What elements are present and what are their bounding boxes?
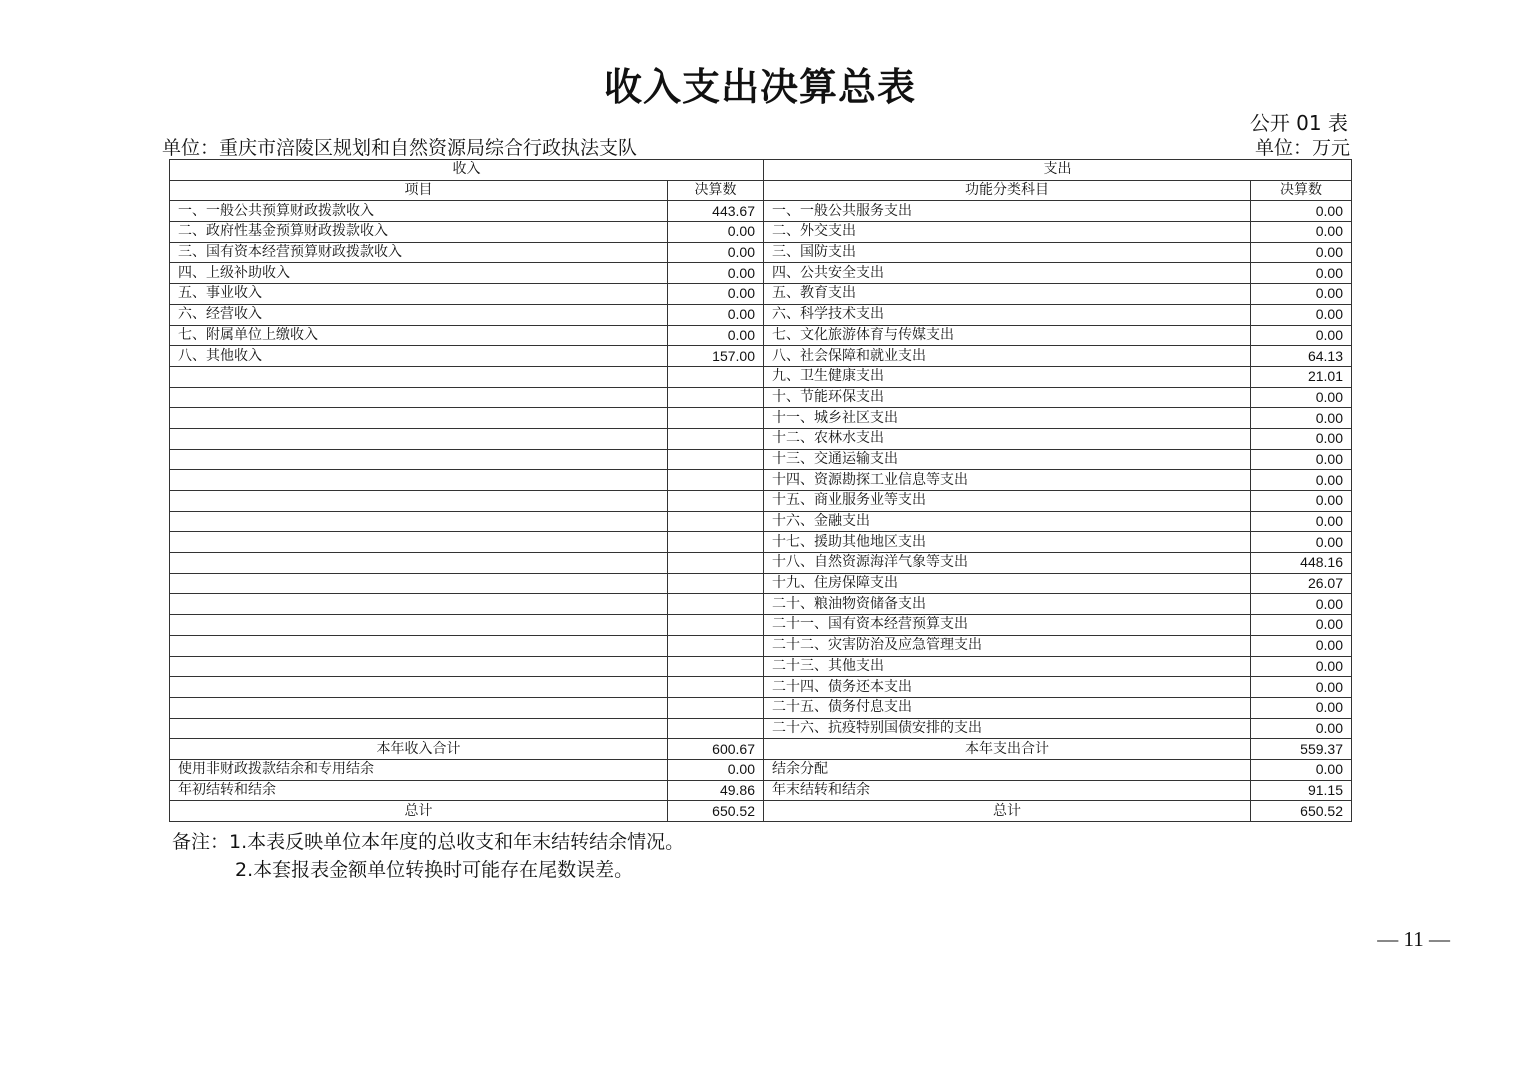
expense-item-value: 0.00 bbox=[1251, 470, 1352, 491]
table-row bbox=[170, 594, 1352, 615]
income-item-label: 三、国有资本经营预算财政拨款收入 bbox=[170, 242, 668, 263]
expense-item-value: 0.00 bbox=[1251, 532, 1352, 553]
income-item-value: 0.00 bbox=[668, 284, 764, 305]
empty-cell bbox=[668, 615, 764, 636]
header-income: 收入 bbox=[170, 160, 764, 181]
empty-cell bbox=[170, 656, 668, 677]
expense-item-label: 十八、自然资源海洋气象等支出 bbox=[764, 553, 1251, 574]
table-row bbox=[170, 615, 1352, 636]
carry-row bbox=[170, 780, 1352, 801]
income-item-value: 0.00 bbox=[668, 263, 764, 284]
income-item-label: 二、政府性基金预算财政拨款收入 bbox=[170, 222, 668, 243]
expense-item-value: 0.00 bbox=[1251, 325, 1352, 346]
expense-item-label: 二十三、其他支出 bbox=[764, 656, 1251, 677]
notes bbox=[172, 828, 684, 884]
expense-item-value: 0.00 bbox=[1251, 491, 1352, 512]
non-fiscal-label: 使用非财政拨款结余和专用结余 bbox=[170, 759, 668, 780]
empty-cell bbox=[170, 511, 668, 532]
empty-cell bbox=[170, 553, 668, 574]
expense-item-value: 0.00 bbox=[1251, 677, 1352, 698]
expense-item-label: 五、教育支出 bbox=[764, 284, 1251, 305]
table-row bbox=[170, 263, 1352, 284]
table-row bbox=[170, 553, 1352, 574]
empty-cell bbox=[170, 491, 668, 512]
empty-cell bbox=[668, 366, 764, 387]
expense-item-label: 十一、城乡社区支出 bbox=[764, 408, 1251, 429]
table-row bbox=[170, 222, 1352, 243]
income-total-value: 600.67 bbox=[668, 739, 764, 760]
expense-total-label: 本年支出合计 bbox=[764, 739, 1251, 760]
budget-table bbox=[169, 159, 1352, 822]
table-row bbox=[170, 511, 1352, 532]
income-item-value: 0.00 bbox=[668, 304, 764, 325]
empty-cell bbox=[170, 697, 668, 718]
table-row bbox=[170, 242, 1352, 263]
expense-item-label: 八、社会保障和就业支出 bbox=[764, 346, 1251, 367]
income-item-value: 0.00 bbox=[668, 222, 764, 243]
expense-item-label: 二十四、债务还本支出 bbox=[764, 677, 1251, 698]
empty-cell bbox=[170, 387, 668, 408]
empty-cell bbox=[668, 573, 764, 594]
income-total-label: 本年收入合计 bbox=[170, 739, 668, 760]
table-row bbox=[170, 635, 1352, 656]
empty-cell bbox=[170, 408, 668, 429]
expense-item-value: 0.00 bbox=[1251, 408, 1352, 429]
income-item-label: 一、一般公共预算财政拨款收入 bbox=[170, 201, 668, 222]
header-expense: 支出 bbox=[764, 160, 1352, 181]
empty-cell bbox=[668, 553, 764, 574]
income-item-label: 四、上级补助收入 bbox=[170, 263, 668, 284]
grand-total-label-left: 总计 bbox=[170, 801, 668, 822]
empty-cell bbox=[668, 511, 764, 532]
header-func-category: 功能分类科目 bbox=[764, 180, 1251, 201]
table-row bbox=[170, 697, 1352, 718]
expense-item-value: 0.00 bbox=[1251, 449, 1352, 470]
empty-cell bbox=[170, 449, 668, 470]
grand-total-label-right: 总计 bbox=[764, 801, 1251, 822]
empty-cell bbox=[668, 718, 764, 739]
empty-cell bbox=[668, 387, 764, 408]
empty-cell bbox=[170, 615, 668, 636]
empty-cell bbox=[668, 491, 764, 512]
table-row bbox=[170, 470, 1352, 491]
expense-item-value: 0.00 bbox=[1251, 263, 1352, 284]
table-row bbox=[170, 573, 1352, 594]
expense-item-label: 二十五、债务付息支出 bbox=[764, 697, 1251, 718]
table-row bbox=[170, 428, 1352, 449]
expense-item-value: 0.00 bbox=[1251, 284, 1352, 305]
expense-item-value: 0.00 bbox=[1251, 656, 1352, 677]
expense-item-label: 一、一般公共服务支出 bbox=[764, 201, 1251, 222]
income-item-label: 七、附属单位上缴收入 bbox=[170, 325, 668, 346]
expense-item-value: 0.00 bbox=[1251, 242, 1352, 263]
expense-item-value: 0.00 bbox=[1251, 697, 1352, 718]
income-item-value: 443.67 bbox=[668, 201, 764, 222]
grand-total-value-right: 650.52 bbox=[1251, 801, 1352, 822]
grand-total-value-left: 650.52 bbox=[668, 801, 764, 822]
expense-total-value: 559.37 bbox=[1251, 739, 1352, 760]
expense-item-label: 十三、交通运输支出 bbox=[764, 449, 1251, 470]
expense-item-value: 0.00 bbox=[1251, 304, 1352, 325]
empty-cell bbox=[170, 532, 668, 553]
table-row bbox=[170, 284, 1352, 305]
expense-item-value: 64.13 bbox=[1251, 346, 1352, 367]
expense-item-label: 二十一、国有资本经营预算支出 bbox=[764, 615, 1251, 636]
income-item-value: 0.00 bbox=[668, 242, 764, 263]
empty-cell bbox=[668, 594, 764, 615]
expense-item-value: 0.00 bbox=[1251, 615, 1352, 636]
non-fiscal-row bbox=[170, 759, 1352, 780]
table-row bbox=[170, 325, 1352, 346]
expense-item-label: 十、节能环保支出 bbox=[764, 387, 1251, 408]
expense-item-label: 二十二、灾害防治及应急管理支出 bbox=[764, 635, 1251, 656]
expense-item-value: 26.07 bbox=[1251, 573, 1352, 594]
header-amount-expense: 决算数 bbox=[1251, 180, 1352, 201]
table-row bbox=[170, 366, 1352, 387]
expense-item-label: 二十六、抗疫特别国债安排的支出 bbox=[764, 718, 1251, 739]
empty-cell bbox=[668, 449, 764, 470]
end-carry-label: 年末结转和结余 bbox=[764, 780, 1251, 801]
table-row bbox=[170, 387, 1352, 408]
empty-cell bbox=[170, 594, 668, 615]
table-row bbox=[170, 532, 1352, 553]
expense-item-value: 0.00 bbox=[1251, 594, 1352, 615]
empty-cell bbox=[668, 470, 764, 491]
empty-cell bbox=[170, 677, 668, 698]
empty-cell bbox=[668, 656, 764, 677]
expense-item-label: 十四、资源勘探工业信息等支出 bbox=[764, 470, 1251, 491]
expense-item-label: 十二、农林水支出 bbox=[764, 428, 1251, 449]
unit-currency: 单位：万元 bbox=[1254, 137, 1350, 159]
expense-item-label: 九、卫生健康支出 bbox=[764, 366, 1251, 387]
expense-item-label: 七、文化旅游体育与传媒支出 bbox=[764, 325, 1251, 346]
header-row-group bbox=[170, 160, 1352, 181]
note-line-1: 备注：1.本表反映单位本年度的总收支和年末结转结余情况。 bbox=[172, 831, 685, 853]
table-row bbox=[170, 718, 1352, 739]
income-item-label: 五、事业收入 bbox=[170, 284, 668, 305]
begin-carry-value: 49.86 bbox=[668, 780, 764, 801]
expense-item-value: 0.00 bbox=[1251, 635, 1352, 656]
income-item-value: 0.00 bbox=[668, 325, 764, 346]
table-row bbox=[170, 449, 1352, 470]
expense-item-value: 448.16 bbox=[1251, 553, 1352, 574]
non-fiscal-value: 0.00 bbox=[668, 759, 764, 780]
header-item: 项目 bbox=[170, 180, 668, 201]
expense-item-label: 二、外交支出 bbox=[764, 222, 1251, 243]
income-item-value: 157.00 bbox=[668, 346, 764, 367]
income-item-label: 八、其他收入 bbox=[170, 346, 668, 367]
end-carry-value: 91.15 bbox=[1251, 780, 1352, 801]
expense-item-value: 0.00 bbox=[1251, 222, 1352, 243]
expense-item-label: 十六、金融支出 bbox=[764, 511, 1251, 532]
expense-item-label: 四、公共安全支出 bbox=[764, 263, 1251, 284]
table-row bbox=[170, 677, 1352, 698]
header-row-columns bbox=[170, 180, 1352, 201]
page-number: — 11 — bbox=[1377, 927, 1450, 951]
empty-cell bbox=[668, 428, 764, 449]
expense-item-value: 0.00 bbox=[1251, 718, 1352, 739]
table-row bbox=[170, 491, 1352, 512]
grand-total-row bbox=[170, 801, 1352, 822]
empty-cell bbox=[170, 718, 668, 739]
empty-cell bbox=[170, 573, 668, 594]
table-row bbox=[170, 346, 1352, 367]
begin-carry-label: 年初结转和结余 bbox=[170, 780, 668, 801]
empty-cell bbox=[170, 366, 668, 387]
surplus-dist-label: 结余分配 bbox=[764, 759, 1251, 780]
table-row bbox=[170, 656, 1352, 677]
empty-cell bbox=[170, 428, 668, 449]
expense-item-value: 0.00 bbox=[1251, 201, 1352, 222]
table-row bbox=[170, 304, 1352, 325]
total-row bbox=[170, 739, 1352, 760]
page-title: 收入支出决算总表 bbox=[603, 64, 916, 109]
unit-organization: 单位：重庆市涪陵区规划和自然资源局综合行政执法支队 bbox=[162, 137, 638, 159]
expense-item-value: 0.00 bbox=[1251, 428, 1352, 449]
expense-item-value: 0.00 bbox=[1251, 387, 1352, 408]
empty-cell bbox=[668, 697, 764, 718]
expense-item-label: 三、国防支出 bbox=[764, 242, 1251, 263]
income-item-label: 六、经营收入 bbox=[170, 304, 668, 325]
header-amount: 决算数 bbox=[668, 180, 764, 201]
expense-item-label: 十九、住房保障支出 bbox=[764, 573, 1251, 594]
empty-cell bbox=[668, 532, 764, 553]
expense-item-value: 21.01 bbox=[1251, 366, 1352, 387]
table-row bbox=[170, 408, 1352, 429]
note-line-2: 2.本套报表金额单位转换时可能存在尾数误差。 bbox=[235, 859, 634, 881]
empty-cell bbox=[668, 677, 764, 698]
expense-item-label: 十七、援助其他地区支出 bbox=[764, 532, 1251, 553]
surplus-dist-value: 0.00 bbox=[1251, 759, 1352, 780]
empty-cell bbox=[668, 635, 764, 656]
form-number: 公开 01 表 bbox=[1249, 111, 1348, 135]
expense-item-label: 六、科学技术支出 bbox=[764, 304, 1251, 325]
expense-item-label: 十五、商业服务业等支出 bbox=[764, 491, 1251, 512]
expense-item-label: 二十、粮油物资储备支出 bbox=[764, 594, 1251, 615]
table-row bbox=[170, 201, 1352, 222]
empty-cell bbox=[668, 408, 764, 429]
empty-cell bbox=[170, 635, 668, 656]
expense-item-value: 0.00 bbox=[1251, 511, 1352, 532]
empty-cell bbox=[170, 470, 668, 491]
